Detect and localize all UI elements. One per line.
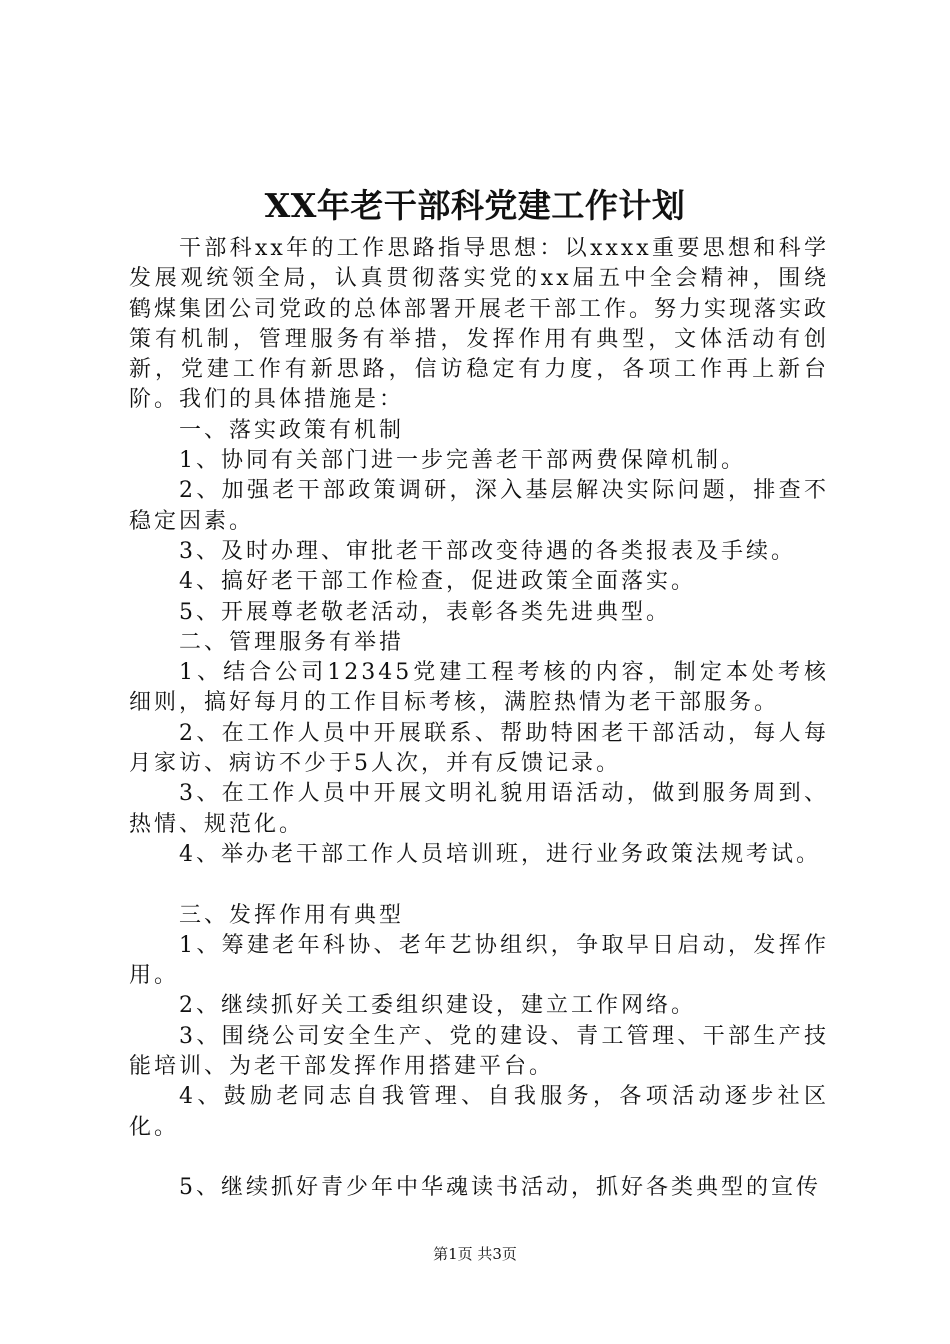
list-item: 4、举办老干部工作人员培训班，进行业务政策法规考试。 <box>179 841 821 867</box>
list-item: 4、鼓励老同志自我管理、自我服务，各项活动逐步社区化。 <box>129 1084 829 1140</box>
list-item: 5、开展尊老敬老活动，表彰各类先进典型。 <box>179 599 671 625</box>
page-footer: 第1页 共3页 <box>433 1245 517 1263</box>
list-item: 2、继续抓好关工委组织建设，建立工作网络。 <box>179 993 696 1019</box>
section-heading-1: 一、落实政策有机制 <box>179 417 405 443</box>
blank-line <box>129 870 829 900</box>
list-item: 1、结合公司12345党建工程考核的内容，制定本处考核细则，搞好每月的工作目标考核，满腔热情为老干部服务。 <box>129 660 829 716</box>
list-item: 1、筹建老年科协、老年艺协组织，争取早日启动，发挥作用。 <box>129 932 829 989</box>
intro-paragraph: 干部科xx年的工作思路指导思想：以xxxx重要思想和科学发展观统领全局，认真贯彻落实党的xx届五中全会精神，围绕鹤煤集团公司党政的总体部署开展老干部工作。努力实现落实政策有机制，管理服务有举措，发挥作用有典型，文体活动有创新，党建工作有新思路，信访稳定有力度，各项工作再上新台阶。我们的具体措施是： <box>129 236 830 413</box>
document-title: XX年老干部科党建工作计划 <box>264 186 686 225</box>
list-item: 3、及时办理、审批老干部改变待遇的各类报表及手续。 <box>179 538 796 564</box>
document-body <box>129 234 829 1204</box>
blank-line <box>129 1143 829 1173</box>
section-heading-3: 三、发挥作用有典型 <box>179 902 405 928</box>
section-heading-2: 二、管理服务有举措 <box>179 629 405 655</box>
list-item: 5、继续抓好青少年中华魂读书活动，抓好各类典型的宣传 <box>179 1175 821 1201</box>
list-item: 3、围绕公司安全生产、党的建设、青工管理、干部生产技能培训、为老干部发挥作用搭建平台。 <box>129 1023 829 1080</box>
list-item: 2、加强老干部政策调研，深入基层解决实际问题，排查不稳定因素。 <box>129 478 829 534</box>
list-item: 1、协同有关部门进一步完善老干部两费保障机制。 <box>179 448 746 474</box>
list-item: 4、搞好老干部工作检查，促进政策全面落实。 <box>179 569 696 595</box>
list-item: 3、在工作人员中开展文明礼貌用语活动，做到服务周到、热情、规范化。 <box>129 781 829 837</box>
list-item: 2、在工作人员中开展联系、帮助特困老干部活动，每人每月家访、病访不少于5人次，并有反馈记录。 <box>129 720 829 777</box>
